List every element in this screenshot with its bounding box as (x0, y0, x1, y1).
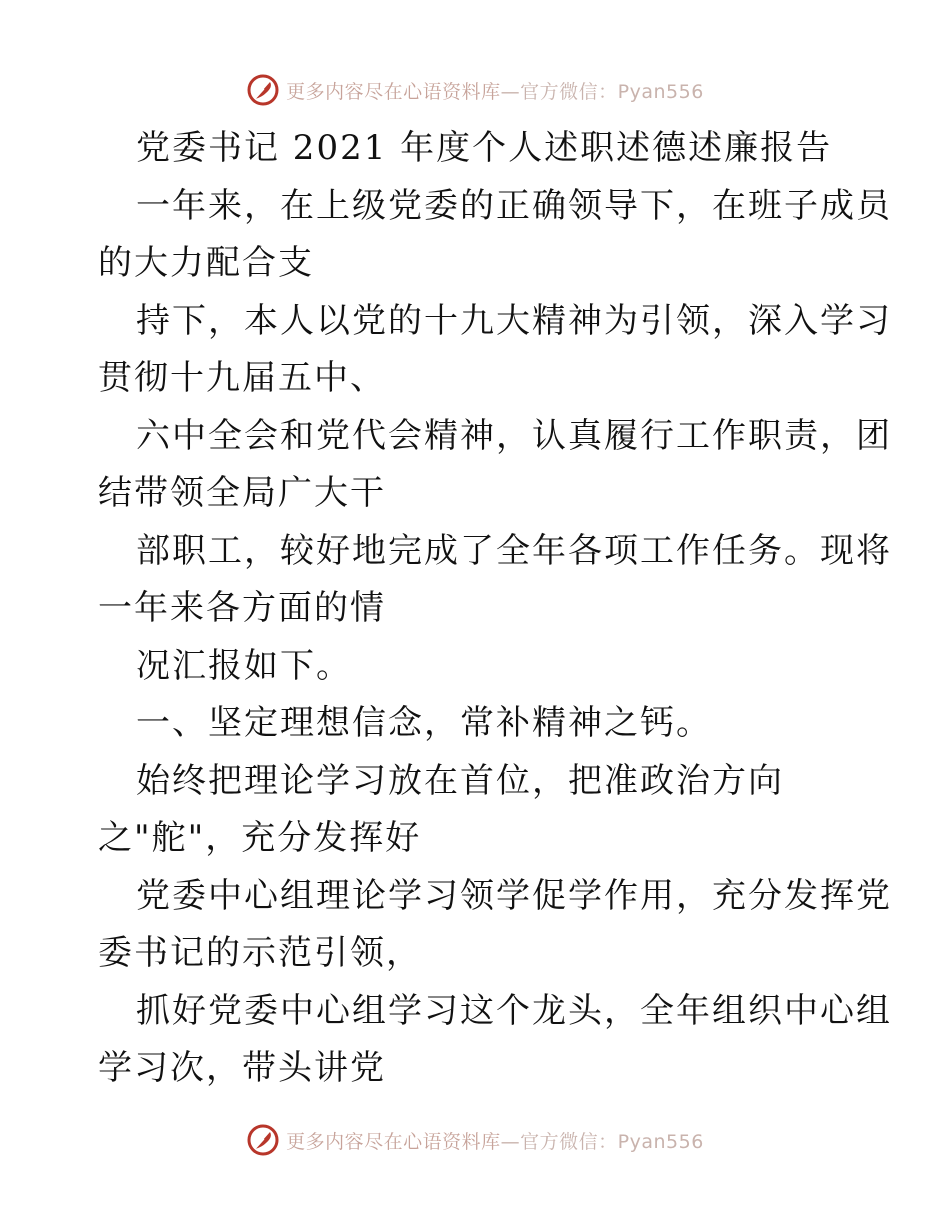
paragraph-line: 学习次，带头讲党 (98, 1048, 386, 1088)
paragraph-line: 的大力配合支 (98, 243, 314, 283)
section-heading: 一、坚定理想信念，常补精神之钙。 (136, 703, 712, 743)
paragraph-line: 持下，本人以党的十九大精神为引领，深入学习 (136, 300, 892, 341)
paragraph-line: 之"舵"，充分发挥好 (98, 818, 422, 858)
paragraph-line: 结带领全局广大干 (98, 473, 386, 513)
feather-pen-icon (246, 1123, 280, 1157)
paragraph-line: 一年来各方面的情 (98, 588, 386, 628)
watermark-header (0, 70, 950, 110)
paragraph-line: 始终把理论学习放在首位，把准政治方向 (136, 760, 784, 801)
watermark-text: 更多内容尽在心语资料库—官方微信：Pyan556 (286, 80, 704, 103)
document-body (98, 120, 892, 1098)
feather-pen-icon (246, 73, 280, 107)
paragraph-line: 部职工，较好地完成了全年各项工作任务。现将 (136, 530, 892, 571)
document-title: 党委书记 2021 年度个人述职述德述廉报告 (136, 128, 833, 168)
paragraph-line: 委书记的示范引领， (98, 933, 422, 973)
paragraph-line: 贯彻十九届五中、 (98, 358, 386, 398)
paragraph-line: 一年来，在上级党委的正确领导下，在班子成员 (136, 185, 892, 226)
watermark-text: 更多内容尽在心语资料库—官方微信：Pyan556 (286, 1130, 704, 1153)
paragraph-line: 况汇报如下。 (136, 645, 352, 686)
paragraph-line: 党委中心组理论学习领学促学作用，充分发挥党 (136, 875, 892, 916)
watermark-footer (0, 1120, 950, 1160)
paragraph-line: 抓好党委中心组学习这个龙头，全年组织中心组 (136, 990, 892, 1031)
paragraph-line: 六中全会和党代会精神，认真履行工作职责，团 (136, 415, 892, 456)
